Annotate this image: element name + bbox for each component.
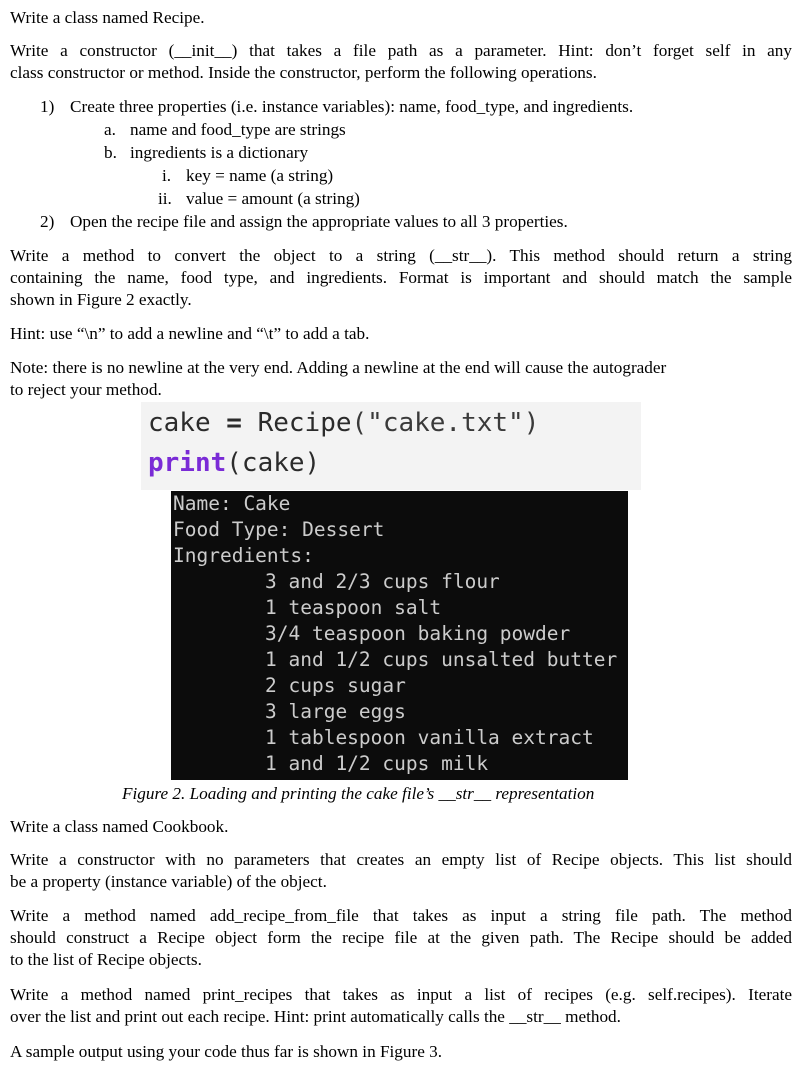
console-line: 1 tablespoon vanilla extract <box>265 726 594 749</box>
code-argument: (cake) <box>226 448 321 478</box>
code-call: Recipe <box>257 408 352 438</box>
paragraph-cookbook-class: Write a class named Cookbook. <box>10 817 229 836</box>
text-line: to the list of Recipe objects. <box>10 950 202 969</box>
text-line: Write a method to convert the object to a string (__str__). This method should return a string <box>10 246 792 265</box>
list-item: Create three properties (i.e. instance variables): name, food_type, and ingredients. <box>70 97 634 116</box>
paragraph-constructor <box>10 40 792 84</box>
list-marker: 2) <box>40 212 55 231</box>
text-line: over the list and print out each recipe. Hint: print automatically calls the __str__ method. <box>10 1007 621 1026</box>
console-line: Name: Cake <box>173 492 291 515</box>
paragraph-add-recipe <box>10 905 792 971</box>
code-line-2 <box>148 447 320 479</box>
console-line: 2 cups sugar <box>265 674 406 697</box>
code-operator: = <box>226 408 242 438</box>
text-line: Write a method named add_recipe_from_file that takes as input a string file path. The method <box>10 906 792 925</box>
text-line: be a property (instance variable) of the object. <box>10 872 327 891</box>
paragraph-sample-output: A sample output using your code thus far is shown in Figure 3. <box>10 1042 443 1061</box>
code-line-1 <box>148 407 539 439</box>
text-line: class constructor or method. Inside the constructor, perform the following operations. <box>10 63 597 82</box>
console-output <box>171 491 628 780</box>
code-argument: ("cake.txt") <box>351 408 540 438</box>
console-line: 1 and 1/2 cups unsalted butter <box>265 648 618 671</box>
console-line: Food Type: Dessert <box>173 518 385 541</box>
code-variable: cake <box>148 408 211 438</box>
list-item: key = name (a string) <box>186 166 334 185</box>
text-line: shown in Figure 2 exactly. <box>10 290 192 309</box>
text-line: to reject your method. <box>10 380 162 399</box>
text-line: Write a constructor (__init__) that takes a file path as a parameter. Hint: don’t forget self in any <box>10 41 792 60</box>
text-line: Note: there is no newline at the very end. Adding a newline at the end will cause the autograder <box>10 358 667 377</box>
text-line: containing the name, food type, and ingredients. Format is important and should match the sample <box>10 268 792 287</box>
paragraph-print-recipes <box>10 984 792 1028</box>
text-line: Write a constructor with no parameters that creates an empty list of Recipe objects. This list should <box>10 850 792 869</box>
console-line: 3/4 teaspoon baking powder <box>265 622 571 645</box>
console-line: 3 and 2/3 cups flour <box>265 570 500 593</box>
text-line: should construct a Recipe object form the recipe file at the given path. The Recipe should be added <box>10 928 792 947</box>
paragraph-hint: Hint: use “\n” to add a newline and “\t” to add a tab. <box>10 324 370 343</box>
console-line: Ingredients: <box>173 544 314 567</box>
list-marker: b. <box>104 143 117 162</box>
list-marker: i. <box>162 166 172 185</box>
paragraph-str-method <box>10 245 792 311</box>
figure-caption: Figure 2. Loading and printing the cake file’s __str__ representation <box>122 784 595 803</box>
paragraph-note <box>10 357 792 401</box>
paragraph-recipe-class: Write a class named Recipe. <box>10 8 205 27</box>
console-line: 1 and 1/2 cups milk <box>265 752 489 775</box>
list-marker: a. <box>104 120 116 139</box>
paragraph-cookbook-constructor <box>10 849 792 893</box>
list-marker: 1) <box>40 97 55 116</box>
list-item: ingredients is a dictionary <box>130 143 309 162</box>
list-item: name and food_type are strings <box>130 120 346 139</box>
text-line: Write a method named print_recipes that takes as input a list of recipes (e.g. self.recipes). Iterate <box>10 985 792 1004</box>
code-keyword: print <box>148 448 227 478</box>
list-marker: ii. <box>158 189 172 208</box>
console-line: 1 teaspoon salt <box>265 596 442 619</box>
console-line: 3 large eggs <box>265 700 406 723</box>
list-item: value = amount (a string) <box>186 189 360 208</box>
list-item: Open the recipe file and assign the appropriate values to all 3 properties. <box>70 212 568 231</box>
